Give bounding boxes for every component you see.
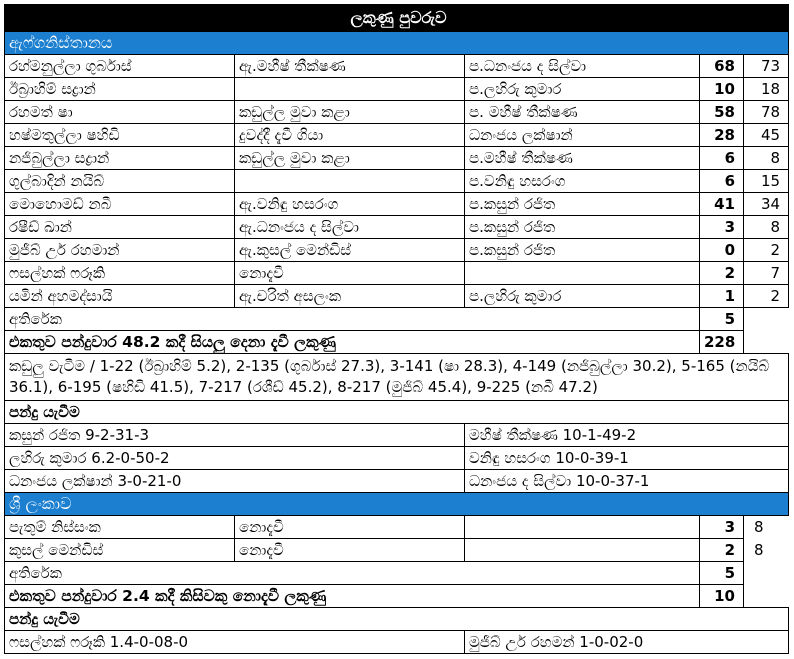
balls: 34 (744, 193, 789, 216)
dismissal-bowler: ප.ලහිරු කුමාර (465, 78, 700, 101)
dismissal-fielder: ඇ.කුසල් මෙන්ඩිස් (235, 239, 465, 262)
team-header-row (5, 493, 789, 516)
bowling-label: පන්දු යැවීම (5, 608, 789, 631)
bowling-row (5, 424, 789, 447)
batting-row (5, 516, 789, 539)
batter-name: ෆසල්හක් ෆරූකි (5, 262, 235, 285)
bowler-figures-right: මුජීබ් උර් රහමන් 1-0-02-0 (465, 631, 789, 654)
scorecard-title: ලකුණු පුවරුව (5, 5, 789, 32)
bowler-figures-left: කසුන් රජිත 9-2-31-3 (5, 424, 465, 447)
dismissal-fielder: දුවද්දී දැවී ගියා (235, 124, 465, 147)
batter-name: පැතුම් නිස්සංක (5, 516, 235, 539)
total-label: එකතුව පන්දුවාර 2.4 කදී කිසිවකු නොදැවී ලකුණු (5, 585, 700, 608)
batting-row (5, 78, 789, 101)
dismissal-fielder (235, 78, 465, 101)
dismissal-fielder: කඩුල්ල මුවා කළා (235, 101, 465, 124)
extras-spacer (744, 562, 789, 585)
runs: 0 (700, 239, 744, 262)
dismissal-bowler (465, 516, 700, 539)
scorecard-table (4, 4, 789, 654)
runs: 1 (700, 285, 744, 308)
runs: 2 (700, 262, 744, 285)
balls: 8 (744, 216, 789, 239)
dismissal-fielder: ඇ.මහීෂ් තීක්ෂණ (235, 55, 465, 78)
bowling-row (5, 470, 789, 493)
dismissal-bowler: ප.කසුන් රජිත (465, 239, 700, 262)
fall-of-wickets: කඩුලු වැටීම / 1-22 (ඊබ්‍රාහිම් 5.2), 2-135 (ගුර්බාස් 27.3), 3-141 (ෂා 28.3), 4-149 (නජිබුල්ලා 30.2), 5-165 (නයිබ් 36.1), 6-195 (ෂහිඩි 41.5), 7-217 (රශීඩ් 45.2), 8-217 (මුජිබ් 45.4), 9-225 (නබී 47.2) (5, 354, 789, 401)
dismissal-bowler: ප.කසුන් රජිත (465, 216, 700, 239)
extras-label: අතිරේක (5, 562, 700, 585)
batter-name: රෂීඩ් ඛාන් (5, 216, 235, 239)
batter-name: හෂ්මතුල්ලා ෂහිඩි (5, 124, 235, 147)
runs: 10 (700, 78, 744, 101)
balls: 45 (744, 124, 789, 147)
batting-row (5, 101, 789, 124)
team-name: ඇෆ්ගනිස්තානය (5, 32, 789, 55)
dismissal-bowler: ප.ධනංජය ද සිල්වා (465, 55, 700, 78)
batting-row (5, 170, 789, 193)
fall-of-wickets-row (5, 354, 789, 401)
extras-value: 5 (700, 308, 744, 331)
dismissal-fielder: ඇ.වනිඳු හසරංග (235, 193, 465, 216)
batting-row (5, 285, 789, 308)
balls: 2 (744, 239, 789, 262)
runs: 58 (700, 101, 744, 124)
batter-name: රහ්මනුල්ලා ගුර්බාස් (5, 55, 235, 78)
title-row (5, 5, 789, 32)
batting-row (5, 193, 789, 216)
dismissal-fielder: නොදැවී (235, 262, 465, 285)
dismissal-bowler: ප.වනිඳු හසරංග (465, 170, 700, 193)
runs: 3 (700, 516, 744, 539)
dismissal-fielder: නොදැවී (235, 516, 465, 539)
total-row (5, 331, 789, 354)
extras-row (5, 308, 789, 331)
balls: 7 (744, 262, 789, 285)
balls: 15 (744, 170, 789, 193)
bowling-label: පන්දු යැවීම (5, 401, 789, 424)
dismissal-bowler: ප.ලහිරු කුමාර (465, 285, 700, 308)
dismissal-bowler (465, 539, 700, 562)
runs: 6 (700, 147, 744, 170)
balls: 8 (744, 147, 789, 170)
batting-row (5, 147, 789, 170)
runs: 41 (700, 193, 744, 216)
dismissal-bowler: ප.මහීෂ් තීක්ෂණ (465, 147, 700, 170)
bowler-figures-left: ෆසල්හක් ෆරූකි 1.4-0-08-0 (5, 631, 465, 654)
batting-row (5, 539, 789, 562)
batting-row (5, 216, 789, 239)
batter-name: මුජීබ් උර් රහමාන් (5, 239, 235, 262)
bowler-figures-left: ලහිරු කුමාර 6.2-0-50-2 (5, 447, 465, 470)
dismissal-bowler (465, 262, 700, 285)
bowler-figures-right: වනිඳු හසරංග 10-0-39-1 (465, 447, 789, 470)
team-name: ශ්‍රී ලංකාව (5, 493, 789, 516)
dismissal-fielder: කඩුල්ල මුවා කළා (235, 147, 465, 170)
extras-row (5, 562, 789, 585)
balls: 78 (744, 101, 789, 124)
total-value: 10 (700, 585, 744, 608)
runs: 6 (700, 170, 744, 193)
extras-label: අතිරේක (5, 308, 700, 331)
dismissal-fielder: ඇ.ධනංජය ද සිල්වා (235, 216, 465, 239)
runs: 28 (700, 124, 744, 147)
dismissal-fielder (235, 170, 465, 193)
batter-name: නජිබුල්ලා සද්‍රාන් (5, 147, 235, 170)
balls: 73 (744, 55, 789, 78)
batting-row (5, 124, 789, 147)
total-value: 228 (700, 331, 744, 354)
bowler-figures-right: ධනංජය ද සිල්වා 10-0-37-1 (465, 470, 789, 493)
dismissal-bowler: ප. මහීෂ් තීක්ෂණ (465, 101, 700, 124)
dismissal-bowler: ප.කසුන් රජිත (465, 193, 700, 216)
balls: 18 (744, 78, 789, 101)
extras-value: 5 (700, 562, 744, 585)
bowler-figures-right: මහීෂ් තීක්ෂණ 10-1-49-2 (465, 424, 789, 447)
total-spacer (744, 331, 789, 354)
batting-row (5, 239, 789, 262)
total-spacer (744, 585, 789, 608)
bowling-header-row (5, 401, 789, 424)
batting-row (5, 262, 789, 285)
batter-name: යමින් අහමද්සායි (5, 285, 235, 308)
balls: 8 (744, 539, 789, 562)
batter-name: කුසල් මෙන්ඩිස් (5, 539, 235, 562)
batter-name: මොහොමඩ් නබී (5, 193, 235, 216)
bowling-row (5, 631, 789, 654)
balls: 8 (744, 516, 789, 539)
extras-spacer (744, 308, 789, 331)
scorecard (4, 4, 788, 654)
team-header-row (5, 32, 789, 55)
runs: 68 (700, 55, 744, 78)
bowler-figures-left: ධනංජය ලක්ෂාන් 3-0-21-0 (5, 470, 465, 493)
dismissal-bowler: ධනංජය ලක්ෂාන් (465, 124, 700, 147)
bowling-row (5, 447, 789, 470)
balls: 2 (744, 285, 789, 308)
dismissal-fielder: නොදැවී (235, 539, 465, 562)
runs: 2 (700, 539, 744, 562)
dismissal-fielder: ඇ.චරිත් අසලංක (235, 285, 465, 308)
total-label: එකතුව පන්දුවාර 48.2 කදී සියලු දෙනා දැවී ලකුණු (5, 331, 700, 354)
batting-row (5, 55, 789, 78)
batter-name: ඊබ්‍රාහිම් සද්‍රාන් (5, 78, 235, 101)
total-row (5, 585, 789, 608)
batter-name: ගුල්බාදින් නයිබ් (5, 170, 235, 193)
runs: 3 (700, 216, 744, 239)
batter-name: රහමත් ෂා (5, 101, 235, 124)
bowling-header-row (5, 608, 789, 631)
